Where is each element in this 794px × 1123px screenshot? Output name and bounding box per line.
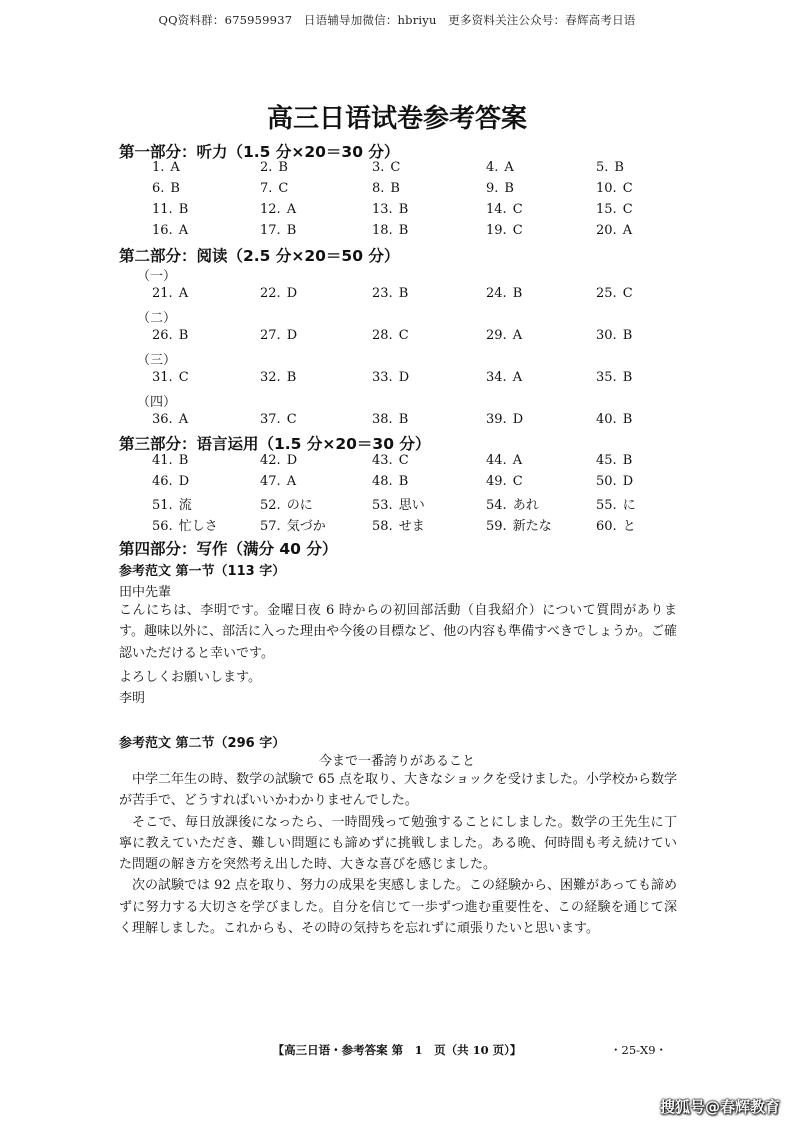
question-number: 13. bbox=[372, 202, 393, 217]
answer-item bbox=[596, 202, 633, 217]
answer-value: C bbox=[512, 202, 523, 217]
answer-value: D bbox=[178, 474, 190, 489]
answer-value: D bbox=[622, 474, 634, 489]
question-number: 42. bbox=[260, 453, 281, 468]
answer-value: あれ bbox=[512, 498, 539, 513]
answer-item bbox=[596, 515, 636, 534]
answer-item bbox=[152, 202, 188, 217]
answer-row bbox=[0, 181, 794, 201]
answer-value: C bbox=[398, 328, 409, 343]
answer-item bbox=[260, 453, 297, 468]
answer-item bbox=[152, 474, 189, 489]
question-number: 53. bbox=[372, 498, 393, 513]
question-number: 37. bbox=[260, 412, 281, 427]
question-number: 5. bbox=[596, 160, 609, 175]
answer-item bbox=[486, 474, 523, 489]
answer-item bbox=[596, 160, 624, 175]
question-number: 33. bbox=[372, 370, 393, 385]
question-number: 47. bbox=[260, 474, 281, 489]
watermark: 搜狐号@春辉教育 bbox=[659, 1098, 780, 1116]
answer-item bbox=[596, 328, 632, 343]
answer-value: 流 bbox=[178, 498, 192, 513]
question-number: 30. bbox=[596, 328, 617, 343]
question-number: 58. bbox=[372, 519, 393, 534]
answer-item bbox=[260, 286, 297, 301]
essay2-paragraph: 次の試験では 92 点を取り、努力の成果を実感しました。この経験から、困難があっても諦めずに努力する大切さを学びました。自分を信じて一歩ずつ進む重要性を、この経験を通じて深く理解しました。これからも、その時の気持ちを忘れずに頑張りたいと思います。 bbox=[119, 878, 677, 937]
answer-value: B bbox=[278, 160, 288, 175]
answer-value: と bbox=[622, 519, 636, 534]
question-number: 25. bbox=[596, 286, 617, 301]
answer-item bbox=[486, 202, 523, 217]
answer-value: B bbox=[398, 223, 409, 238]
question-number: 17. bbox=[260, 223, 281, 238]
answer-row bbox=[0, 515, 794, 535]
document-title: 高三日语试卷参考答案 bbox=[266, 104, 527, 134]
subsection-label: （三） bbox=[137, 353, 177, 368]
answer-value: A bbox=[178, 286, 189, 301]
essay1-body-text: こんにちは、李明です。金曜日夜 6 時からの初回部活動（自我紹介）について質問があります。趣味以外に、部活に入った理由や今後の目標など、他の内容も準備すべきでしょうか。ご確認いただけると幸いです。 bbox=[119, 603, 677, 661]
question-number: 41. bbox=[152, 453, 173, 468]
question-number: 11. bbox=[152, 202, 173, 217]
answer-value: B bbox=[512, 286, 523, 301]
answer-item bbox=[372, 328, 409, 343]
answer-row bbox=[0, 453, 794, 473]
answer-item bbox=[486, 223, 523, 238]
question-number: 26. bbox=[152, 328, 173, 343]
answer-item bbox=[152, 494, 192, 513]
answer-row bbox=[0, 160, 794, 180]
answer-item bbox=[596, 412, 632, 427]
answer-value: のに bbox=[286, 498, 313, 513]
answer-value: 思い bbox=[398, 498, 425, 513]
question-number: 56. bbox=[152, 519, 173, 534]
question-number: 36. bbox=[152, 412, 173, 427]
essay2-paragraph: 中学二年生の時、数学の試験で 65 点を取り、大きなショックを受けました。小学校から数学が苦手で、どうすればいいかわかりませんでした。 bbox=[119, 772, 677, 809]
question-number: 55. bbox=[596, 498, 617, 513]
question-number: 54. bbox=[486, 498, 507, 513]
answer-value: A bbox=[622, 223, 633, 238]
question-number: 45. bbox=[596, 453, 617, 468]
answer-value: B bbox=[178, 453, 189, 468]
question-number: 14. bbox=[486, 202, 507, 217]
answer-item bbox=[486, 181, 514, 196]
question-number: 16. bbox=[152, 223, 173, 238]
answer-value: A bbox=[512, 370, 523, 385]
answer-item bbox=[152, 370, 189, 385]
answer-item bbox=[486, 160, 514, 175]
answer-row bbox=[0, 474, 794, 494]
answer-item bbox=[152, 223, 188, 238]
question-number: 4. bbox=[486, 160, 499, 175]
answer-item bbox=[152, 453, 188, 468]
question-number: 12. bbox=[260, 202, 281, 217]
answer-item bbox=[260, 223, 296, 238]
question-number: 46. bbox=[152, 474, 173, 489]
answer-item bbox=[260, 412, 297, 427]
answer-item bbox=[596, 286, 633, 301]
essay1-salutation: 田中先輩 bbox=[119, 585, 172, 600]
part4-heading: 第四部分：写作（满分 40 分） bbox=[119, 540, 338, 558]
answer-item bbox=[260, 202, 296, 217]
question-number: 32. bbox=[260, 370, 281, 385]
answer-value: D bbox=[286, 328, 298, 343]
part2-heading: 第二部分：阅读（2.5 分×20＝50 分） bbox=[119, 247, 400, 265]
answer-value: C bbox=[390, 160, 401, 175]
essay1-closing: よろしくお願いします。 bbox=[119, 670, 261, 685]
answer-item bbox=[152, 412, 188, 427]
answer-value: B bbox=[622, 370, 633, 385]
question-number: 49. bbox=[486, 474, 507, 489]
answer-value: B bbox=[622, 453, 633, 468]
answer-value: D bbox=[286, 453, 298, 468]
question-number: 22. bbox=[260, 286, 281, 301]
answer-item bbox=[372, 412, 408, 427]
question-number: 1. bbox=[152, 160, 165, 175]
answer-value: C bbox=[622, 202, 633, 217]
answer-item bbox=[596, 181, 633, 196]
answer-value: A bbox=[512, 453, 523, 468]
question-number: 15. bbox=[596, 202, 617, 217]
question-number: 7. bbox=[260, 181, 273, 196]
answer-value: B bbox=[390, 181, 400, 196]
question-number: 27. bbox=[260, 328, 281, 343]
answer-value: 忙しさ bbox=[178, 519, 218, 534]
answer-value: A bbox=[178, 412, 189, 427]
answer-value: C bbox=[512, 474, 523, 489]
answer-value: D bbox=[398, 370, 410, 385]
answer-item bbox=[152, 286, 188, 301]
answer-item bbox=[260, 494, 313, 513]
answer-value: B bbox=[504, 181, 514, 196]
question-number: 20. bbox=[596, 223, 617, 238]
answer-item bbox=[372, 286, 408, 301]
answer-item bbox=[260, 160, 288, 175]
answer-item bbox=[152, 160, 180, 175]
answer-item bbox=[260, 474, 296, 489]
answer-value: D bbox=[512, 412, 524, 427]
answer-item bbox=[486, 412, 523, 427]
question-number: 19. bbox=[486, 223, 507, 238]
answer-row bbox=[0, 202, 794, 222]
answer-value: B bbox=[178, 202, 189, 217]
answer-value: B bbox=[398, 412, 409, 427]
subsection-label: （二） bbox=[137, 311, 177, 326]
answer-item bbox=[372, 515, 425, 534]
answer-value: 新たな bbox=[512, 519, 552, 534]
essay2-heading: 参考范文 第二节（296 字） bbox=[119, 736, 286, 751]
answer-value: に bbox=[622, 498, 636, 513]
essay2-body bbox=[119, 769, 677, 939]
question-number: 6. bbox=[152, 181, 165, 196]
answer-item bbox=[486, 494, 539, 513]
answer-item bbox=[260, 370, 296, 385]
answer-value: C bbox=[278, 181, 289, 196]
answer-value: B bbox=[286, 223, 297, 238]
answer-row bbox=[0, 223, 794, 243]
answer-item bbox=[260, 328, 297, 343]
answer-item bbox=[596, 494, 636, 513]
answer-row bbox=[0, 412, 794, 432]
answer-value: A bbox=[170, 160, 180, 175]
question-number: 43. bbox=[372, 453, 393, 468]
question-number: 51. bbox=[152, 498, 173, 513]
question-number: 28. bbox=[372, 328, 393, 343]
question-number: 57. bbox=[260, 519, 281, 534]
answer-value: B bbox=[622, 328, 633, 343]
footer-code: ・25-X9・ bbox=[610, 1043, 668, 1057]
part1-heading: 第一部分：听力（1.5 分×20＝30 分） bbox=[119, 143, 400, 161]
answer-value: C bbox=[622, 181, 633, 196]
question-number: 2. bbox=[260, 160, 273, 175]
question-number: 48. bbox=[372, 474, 393, 489]
question-number: 3. bbox=[372, 160, 385, 175]
answer-item bbox=[596, 474, 633, 489]
question-number: 29. bbox=[486, 328, 507, 343]
answer-item bbox=[486, 370, 522, 385]
answer-item bbox=[372, 202, 408, 217]
answer-value: 気づか bbox=[286, 519, 326, 534]
answer-row bbox=[0, 328, 794, 348]
answer-value: A bbox=[286, 202, 297, 217]
answer-value: B bbox=[178, 328, 189, 343]
answer-item bbox=[596, 370, 632, 385]
answer-value: B bbox=[170, 181, 180, 196]
answer-value: B bbox=[286, 370, 297, 385]
answer-value: B bbox=[614, 160, 624, 175]
answer-item bbox=[152, 181, 180, 196]
answer-item bbox=[372, 181, 400, 196]
question-number: 39. bbox=[486, 412, 507, 427]
answer-item bbox=[152, 328, 188, 343]
question-number: 60. bbox=[596, 519, 617, 534]
answer-value: C bbox=[622, 286, 633, 301]
answer-value: B bbox=[622, 412, 633, 427]
question-number: 23. bbox=[372, 286, 393, 301]
question-number: 18. bbox=[372, 223, 393, 238]
essay1-body bbox=[119, 600, 677, 664]
question-number: 40. bbox=[596, 412, 617, 427]
question-number: 10. bbox=[596, 181, 617, 196]
question-number: 34. bbox=[486, 370, 507, 385]
answer-item bbox=[152, 515, 218, 534]
part3-heading: 第三部分：语言运用（1.5 分×20＝30 分） bbox=[119, 435, 431, 453]
answer-row bbox=[0, 370, 794, 390]
answer-value: A bbox=[512, 328, 523, 343]
answer-value: B bbox=[398, 202, 409, 217]
subsection-label: （一） bbox=[137, 269, 177, 284]
question-number: 24. bbox=[486, 286, 507, 301]
essay1-signature: 李明 bbox=[119, 691, 146, 706]
answer-row bbox=[0, 286, 794, 306]
answer-value: B bbox=[398, 474, 409, 489]
answer-item bbox=[486, 286, 522, 301]
question-number: 9. bbox=[486, 181, 499, 196]
essay2-paragraph: そこで、毎日放課後になったら、一時間残って勉強することにしました。数学の王先生に丁寧に教えていただき、難しい問題にも諦めずに挑戦しました。ある晩、何時間も考え続けていた問題の解き方を突然考え出した時、大きな喜びを感じました。 bbox=[119, 814, 677, 873]
answer-item bbox=[372, 494, 425, 513]
question-number: 38. bbox=[372, 412, 393, 427]
answer-value: せま bbox=[398, 519, 425, 534]
answer-item bbox=[486, 328, 522, 343]
answer-value: A bbox=[504, 160, 514, 175]
answer-item bbox=[372, 160, 400, 175]
answer-value: A bbox=[178, 223, 189, 238]
answer-item bbox=[596, 223, 632, 238]
top-banner: QQ资料群：675959937 日语辅导加微信：hbriyu 更多资料关注公众号：春辉高考日语 bbox=[158, 13, 636, 27]
answer-value: C bbox=[286, 412, 297, 427]
answer-item bbox=[372, 474, 408, 489]
answer-item bbox=[260, 515, 326, 534]
answer-value: A bbox=[286, 474, 297, 489]
answer-item bbox=[372, 223, 408, 238]
question-number: 21. bbox=[152, 286, 173, 301]
answer-item bbox=[486, 453, 522, 468]
question-number: 35. bbox=[596, 370, 617, 385]
essay1-heading: 参考范文 第一节（113 字） bbox=[119, 564, 286, 579]
answer-value: C bbox=[512, 223, 523, 238]
answer-item bbox=[260, 181, 288, 196]
answer-row bbox=[0, 494, 794, 514]
question-number: 59. bbox=[486, 519, 507, 534]
answer-item bbox=[486, 515, 552, 534]
answer-item bbox=[372, 370, 409, 385]
answer-value: D bbox=[286, 286, 298, 301]
subsection-label: （四） bbox=[137, 395, 177, 410]
question-number: 31. bbox=[152, 370, 173, 385]
answer-value: C bbox=[398, 453, 409, 468]
question-number: 8. bbox=[372, 181, 385, 196]
question-number: 52. bbox=[260, 498, 281, 513]
question-number: 50. bbox=[596, 474, 617, 489]
answer-item bbox=[596, 453, 632, 468]
answer-value: C bbox=[178, 370, 189, 385]
question-number: 44. bbox=[486, 453, 507, 468]
footer-page-info: 【高三日语・参考答案 第 1 页（共 10 页）】 bbox=[272, 1043, 522, 1057]
answer-value: B bbox=[398, 286, 409, 301]
essay2-title: 今まで一番誇りがあること bbox=[318, 754, 475, 769]
answer-item bbox=[372, 453, 409, 468]
